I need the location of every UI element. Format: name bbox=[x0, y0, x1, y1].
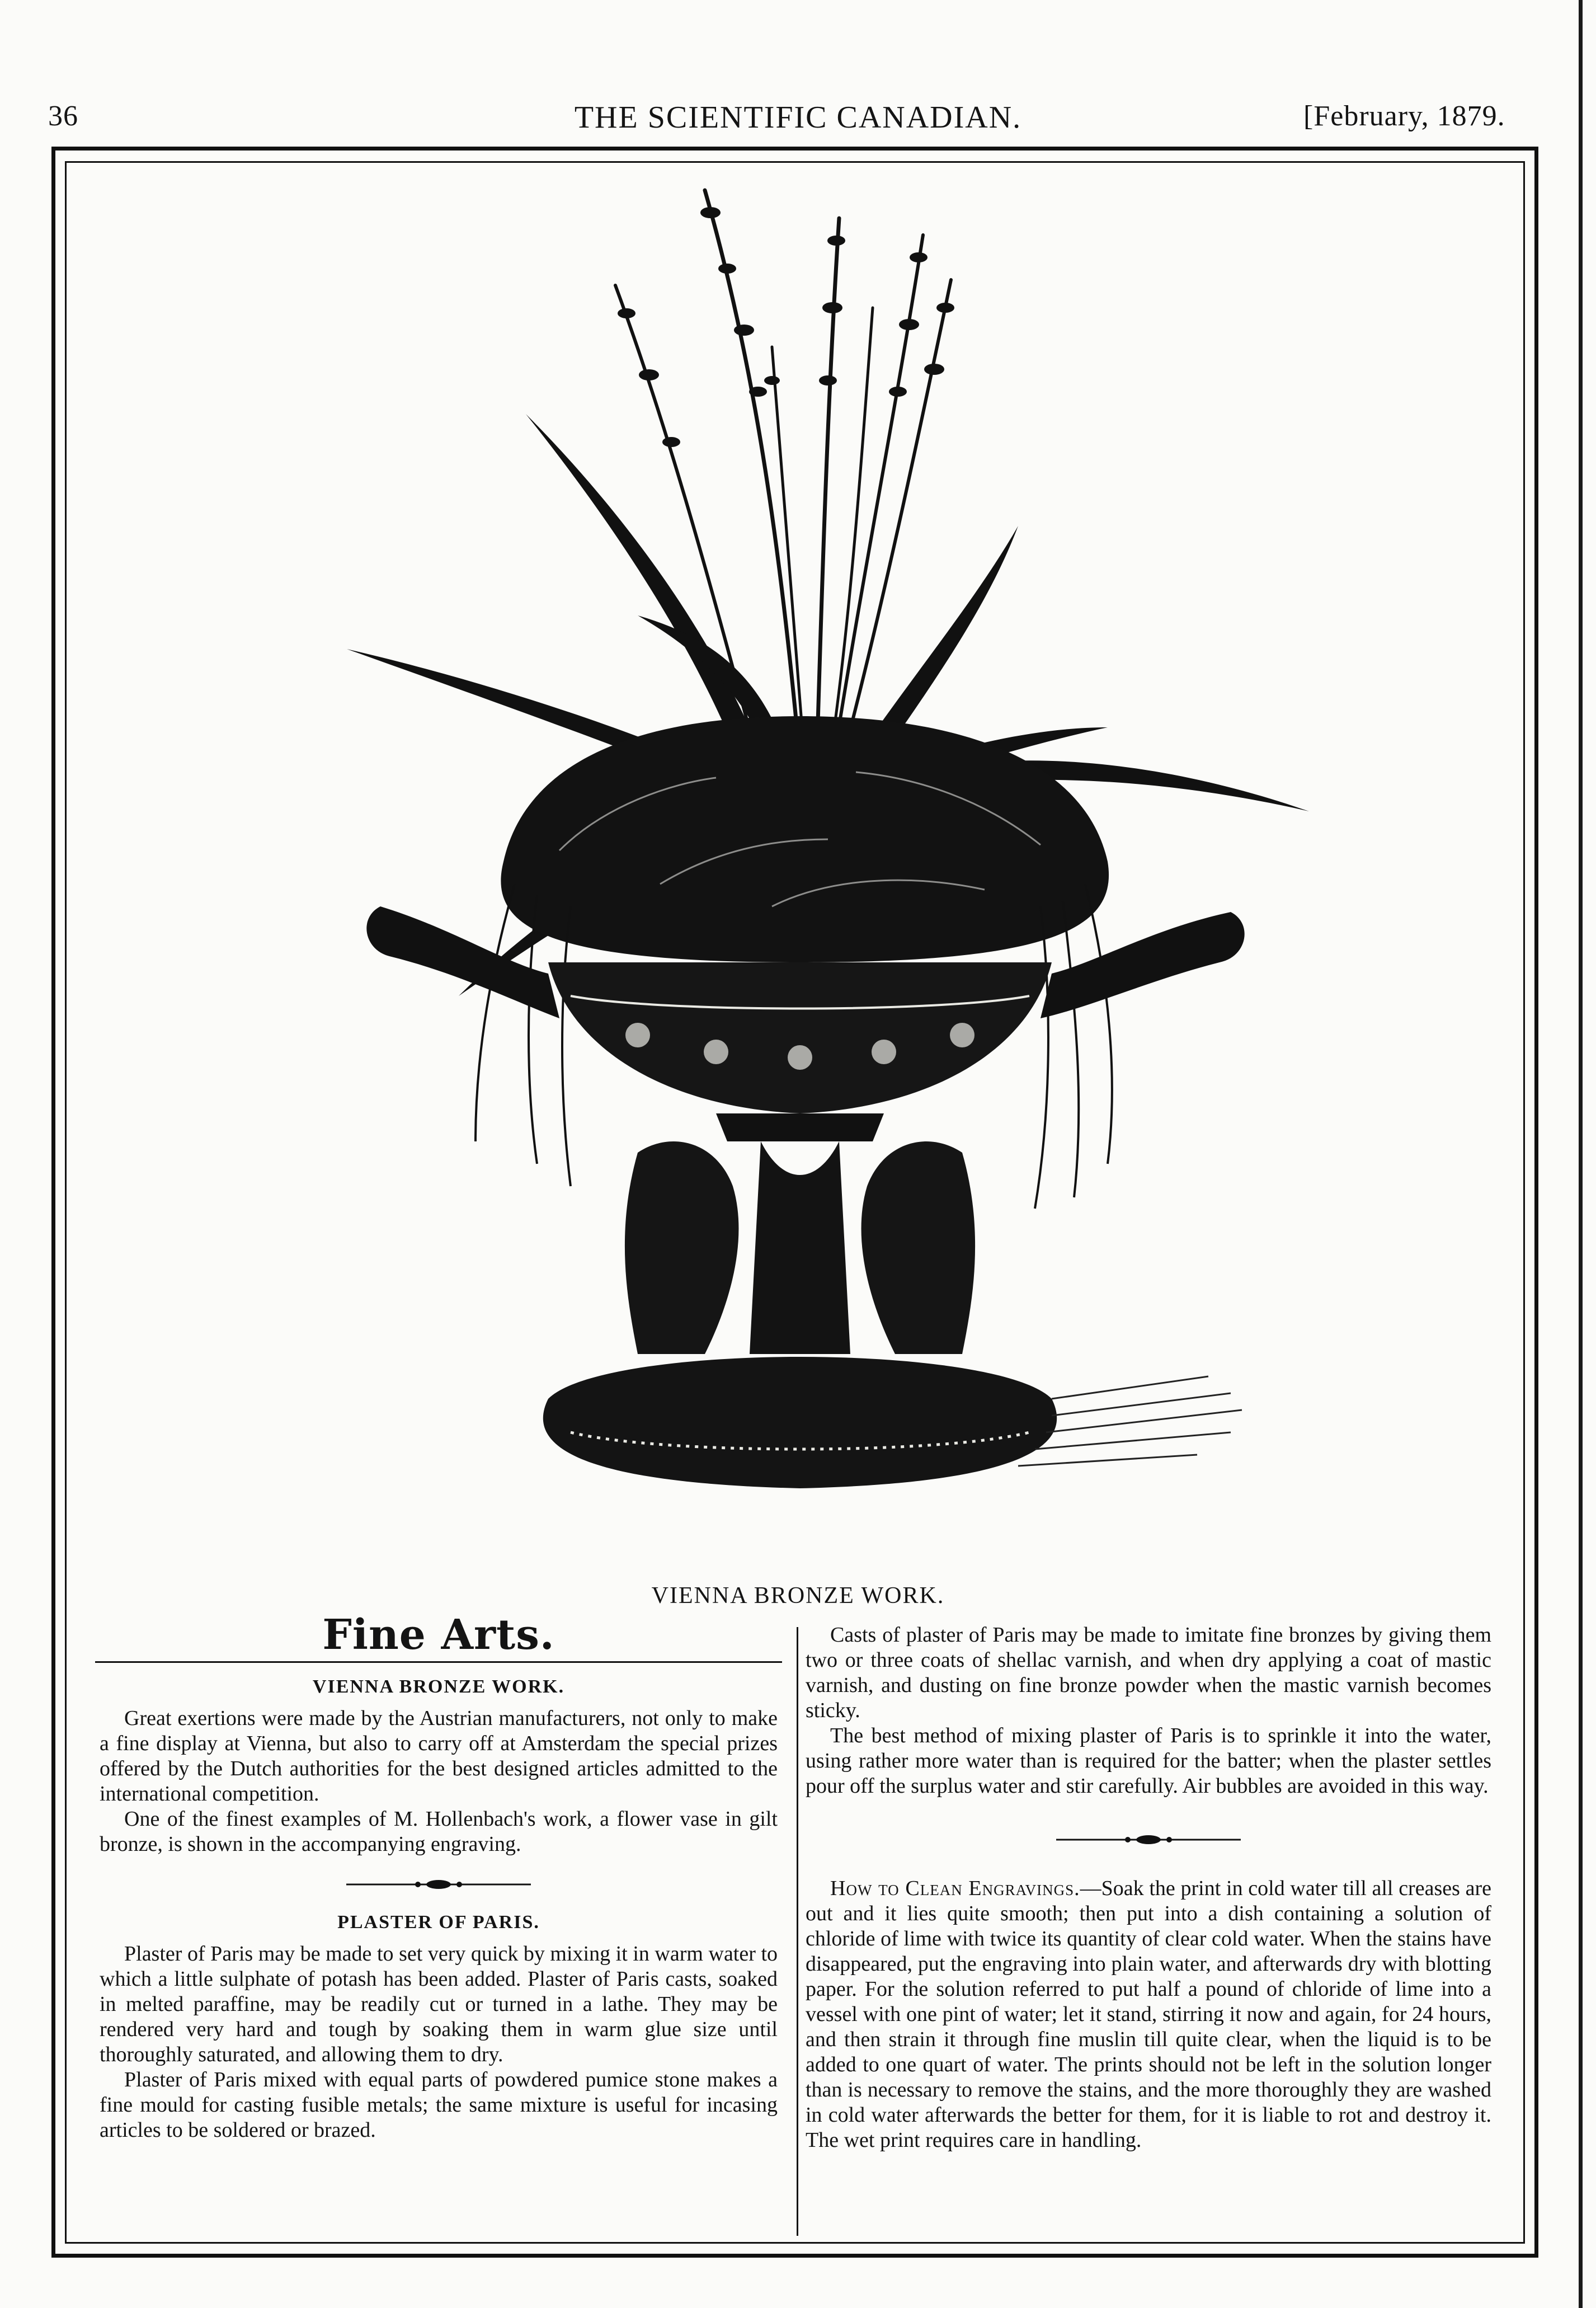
article-paragraph-engravings bbox=[806, 1876, 1491, 2153]
ornamental-divider bbox=[1056, 1834, 1241, 1846]
article-body-engravings: —Soak the print in cold water till all creases are out and it lies quite smooth; then put into a dish containing a solution of chloride of lime with twice its quantity of clear cold water. When the stains have disappeared, put the engraving into plain water, and afterwards dry with blotting paper. For the solution referred to put half a pound of chloride of lime into a vessel with one pint of water; let it stand, stirring it now and again, for 24 hours, and then strain it through fine muslin till quite clear, when the liquid is to be added to one quart of water. The prints should not be left in the solution longer than is necessary to remove the stains, and the more thoroughly they are washed in cold water afterwards the better for them, for it is liable to rot and destroy it. The wet print requires care in handling. bbox=[806, 1877, 1491, 2152]
article-paragraph: Great exertions were made by the Austrian manufacturers, not only to make a fine display at Vienna, but also to carry off at Amsterdam the special prizes offered by the Dutch authorities for the best designed articles admitted to the international competition. bbox=[100, 1707, 778, 1806]
section-rule bbox=[95, 1661, 782, 1663]
article-heading-vienna: VIENNA BRONZE WORK. bbox=[312, 1676, 565, 1697]
flower-vase-engraving bbox=[213, 179, 1387, 1567]
article-paragraph: Plaster of Paris mixed with equal parts of powdered pumice stone makes a fine mould for casting fusible metals; the same mixture is useful for incasing articles to be soldered or brazed. bbox=[100, 2068, 778, 2142]
article-paragraph: One of the finest examples of M. Hollenbach's work, a flower vase in gilt bronze, is shown in the accompanying engraving. bbox=[100, 1807, 778, 1856]
page-edge-bar bbox=[1579, 0, 1583, 2308]
page-number: 36 bbox=[48, 100, 78, 132]
left-column bbox=[100, 1611, 778, 2143]
ornamental-divider bbox=[346, 1878, 531, 1891]
illustration-caption: VIENNA BRONZE WORK. bbox=[651, 1583, 945, 1609]
article-paragraph: Casts of plaster of Paris may be made to imitate fine bronzes by giving them two or three coats of shellac varnish, and when dry applying a coat of mastic varnish, and dusting on fine bronze powder when the mastic varnish becomes sticky. bbox=[806, 1623, 1491, 1722]
article-paragraph: Plaster of Paris may be made to set very quick by mixing it in warm water to which a little sulphate of potash has been added. Plaster of Paris casts, soaked in melted paraffine, may be readily cut or turned in a lathe. They may be rendered very hard and tough by soaking them in warm glue size until thoroughly saturated, and allowing them to dry. bbox=[100, 1942, 778, 2066]
section-title: Fine Arts. bbox=[322, 1611, 555, 1659]
publication-title: THE SCIENTIFIC CANADIAN. bbox=[574, 100, 1022, 135]
column-divider bbox=[797, 1627, 798, 2236]
issue-date: [February, 1879. bbox=[1303, 100, 1505, 132]
right-column bbox=[806, 1623, 1491, 2153]
article-heading-plaster: PLASTER OF PARIS. bbox=[337, 1912, 540, 1933]
article-paragraph: The best method of mixing plaster of Paris is to sprinkle it into the water, using rather more water than is required for the batter; when the plaster settles pour off the surplus water and stir carefully. Air bubbles are avoided in this way. bbox=[806, 1724, 1491, 1798]
article-lede-engravings: How to Clean Engravings. bbox=[830, 1877, 1080, 1900]
